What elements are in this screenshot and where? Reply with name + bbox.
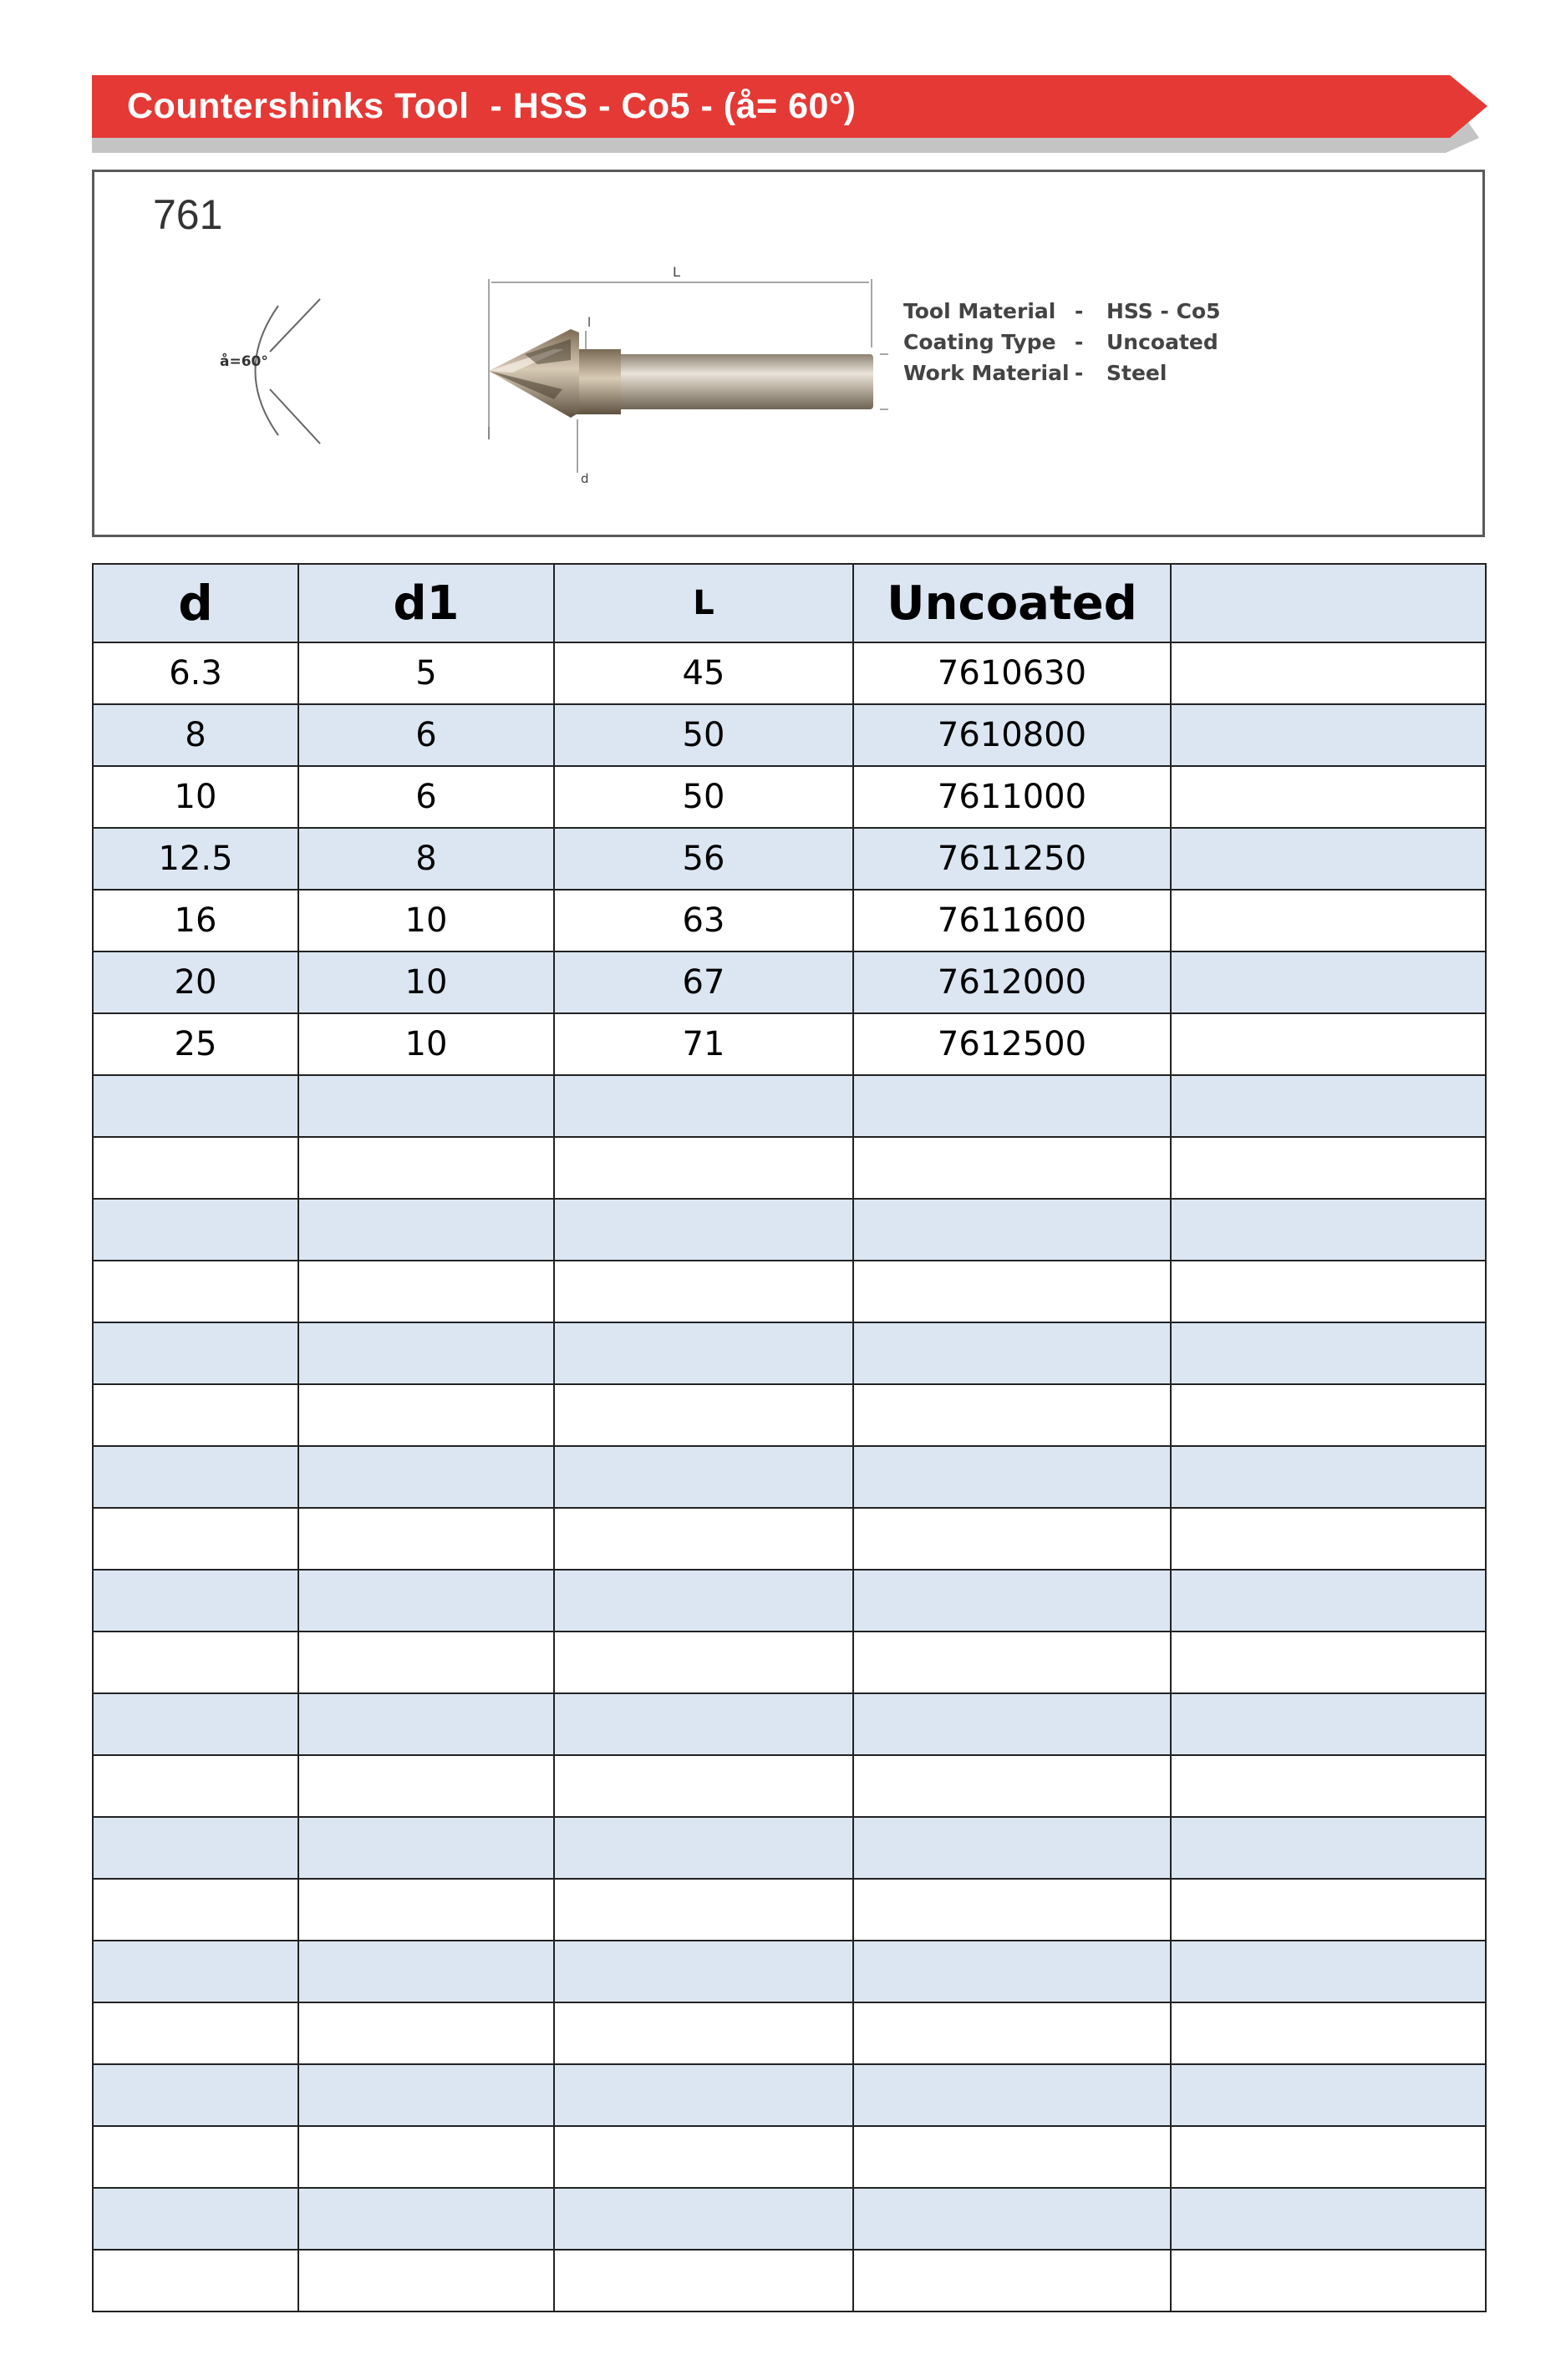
table-cell (554, 1631, 853, 1693)
table-cell (853, 1075, 1171, 1137)
table-row (93, 2126, 1486, 2188)
table-cell: 25 (93, 1013, 298, 1075)
table-cell (93, 1508, 298, 1570)
table-cell: 5 (298, 642, 554, 704)
table-cell (298, 1879, 554, 1941)
table-cell (93, 1755, 298, 1817)
header-empty (1171, 564, 1486, 642)
table-cell (1171, 1693, 1486, 1755)
table-cell (298, 1941, 554, 2002)
table-row (93, 1137, 1486, 1199)
table-cell (554, 1261, 853, 1322)
table-cell (93, 2126, 298, 2188)
table-cell (298, 1755, 554, 1817)
table-cell (554, 1075, 853, 1137)
table-row (93, 951, 1486, 1013)
table-cell: 71 (554, 1013, 853, 1075)
header-d: d (93, 564, 298, 642)
table-cell (1171, 1446, 1486, 1508)
table-cell (298, 1817, 554, 1879)
table-cell (298, 1570, 554, 1631)
table-row (93, 2002, 1486, 2064)
table-row (93, 1384, 1486, 1446)
table-cell (93, 1570, 298, 1631)
table-cell (853, 2188, 1171, 2250)
table-cell (93, 2250, 298, 2311)
dimension-l-label: l (587, 315, 592, 330)
table-cell: 10 (298, 951, 554, 1013)
table-cell (1171, 642, 1486, 704)
table-cell (1171, 951, 1486, 1013)
table-cell (298, 2002, 554, 2064)
table-cell (1171, 1075, 1486, 1137)
table-row (93, 890, 1486, 951)
table-cell: 10 (298, 890, 554, 951)
table-cell (1171, 1013, 1486, 1075)
table-body (93, 642, 1486, 2311)
table-cell (93, 1941, 298, 2002)
table-cell (298, 1261, 554, 1322)
table-cell (554, 2126, 853, 2188)
table-row (93, 1631, 1486, 1693)
table-cell (1171, 2002, 1486, 2064)
table-cell (853, 2002, 1171, 2064)
table-row (93, 2188, 1486, 2250)
table-cell: 6 (298, 704, 554, 766)
table-cell (853, 1199, 1171, 1261)
table-cell (1171, 1941, 1486, 2002)
table-row (93, 1199, 1486, 1261)
table-cell (853, 1384, 1171, 1446)
table-cell (1171, 1570, 1486, 1631)
table-cell (298, 1199, 554, 1261)
table-cell (1171, 2250, 1486, 2311)
table-cell (554, 2188, 853, 2250)
table-row (93, 1879, 1486, 1941)
table-cell: 63 (554, 890, 853, 951)
table-cell: 7612500 (853, 1013, 1171, 1075)
table-cell (298, 2250, 554, 2311)
table-cell (1171, 704, 1486, 766)
header-d1: d1 (298, 564, 554, 642)
table-cell: 7611600 (853, 890, 1171, 951)
table-row (93, 1941, 1486, 2002)
table-cell (93, 2064, 298, 2126)
table-cell (554, 2002, 853, 2064)
table-cell: 56 (554, 828, 853, 890)
spec-work-material: Work Material - Steel (903, 361, 1167, 385)
table-cell (1171, 2064, 1486, 2126)
table-cell (554, 1446, 853, 1508)
table-cell (554, 1879, 853, 1941)
table-cell: 16 (93, 890, 298, 951)
table-cell: 12.5 (93, 828, 298, 890)
header-uncoated: Uncoated (853, 564, 1171, 642)
table-cell (1171, 1879, 1486, 1941)
table-cell (93, 1446, 298, 1508)
table-cell (554, 1199, 853, 1261)
table-cell: 7611250 (853, 828, 1171, 890)
table-cell: 10 (93, 766, 298, 828)
table-cell (298, 2126, 554, 2188)
table-cell (853, 2250, 1171, 2311)
table-cell (1171, 1508, 1486, 1570)
table-cell (1171, 766, 1486, 828)
table-row (93, 1322, 1486, 1384)
table-cell (93, 1879, 298, 1941)
table-cell: 10 (298, 1013, 554, 1075)
table-cell (298, 1508, 554, 1570)
product-info-box (92, 170, 1485, 537)
table-cell (554, 1817, 853, 1879)
table-cell: 67 (554, 951, 853, 1013)
table-cell (1171, 1261, 1486, 1322)
table-cell (853, 1570, 1171, 1631)
header-L: L (554, 564, 853, 642)
table-cell (853, 1941, 1171, 2002)
table-cell (853, 1508, 1171, 1570)
table-cell (93, 1693, 298, 1755)
table-cell: 6.3 (93, 642, 298, 704)
table-cell (1171, 1631, 1486, 1693)
table-cell (93, 1631, 298, 1693)
table-cell (554, 1508, 853, 1570)
table-cell (298, 2064, 554, 2126)
dimensions-table (92, 563, 1487, 2312)
table-row (93, 828, 1486, 890)
table-cell (1171, 2126, 1486, 2188)
table-row (93, 1570, 1486, 1631)
table-cell: 50 (554, 766, 853, 828)
table-cell (853, 1446, 1171, 1508)
table-cell (298, 1137, 554, 1199)
table-cell (554, 2064, 853, 2126)
tool-specs (903, 296, 1221, 388)
table-cell (298, 1446, 554, 1508)
table-cell: 7610800 (853, 704, 1171, 766)
table-cell (853, 1322, 1171, 1384)
table-cell (853, 2126, 1171, 2188)
table-cell (1171, 890, 1486, 951)
table-cell (853, 1817, 1171, 1879)
table-cell (93, 1261, 298, 1322)
table-cell: 50 (554, 704, 853, 766)
table-row (93, 1013, 1486, 1075)
table-cell (1171, 1755, 1486, 1817)
table-row (93, 704, 1486, 766)
spec-coating-type: Coating Type - Uncoated (903, 330, 1218, 354)
table-cell: 7612000 (853, 951, 1171, 1013)
table-cell (93, 1199, 298, 1261)
table-cell: 8 (298, 828, 554, 890)
page-title: Countershinks Tool - HSS - Co5 - (å= 60°) (127, 86, 857, 126)
table-cell (853, 2064, 1171, 2126)
table-row (93, 1693, 1486, 1755)
table-cell (298, 1384, 554, 1446)
table-cell (93, 1322, 298, 1384)
table-cell: 45 (554, 642, 853, 704)
table-cell (853, 1693, 1171, 1755)
table-row (93, 1075, 1486, 1137)
table-cell (853, 1755, 1171, 1817)
table-cell: 7611000 (853, 766, 1171, 828)
table-cell (93, 1384, 298, 1446)
dimension-L-label: L (673, 264, 680, 280)
table-row (93, 2064, 1486, 2126)
table-cell (1171, 1817, 1486, 1879)
table-row (93, 642, 1486, 704)
table-cell (853, 1261, 1171, 1322)
table-row (93, 1755, 1486, 1817)
model-number: 761 (153, 191, 223, 238)
table-cell (93, 2002, 298, 2064)
table-cell (298, 1693, 554, 1755)
table-cell (554, 1322, 853, 1384)
table-cell: 8 (93, 704, 298, 766)
table-cell (1171, 1199, 1486, 1261)
table-cell (554, 1137, 853, 1199)
table-cell (554, 1693, 853, 1755)
table-cell (1171, 1137, 1486, 1199)
table-cell: 20 (93, 951, 298, 1013)
table-cell (554, 1755, 853, 1817)
table-cell (554, 1384, 853, 1446)
table-cell (554, 1570, 853, 1631)
table-cell (554, 2250, 853, 2311)
table-cell (853, 1631, 1171, 1693)
table-row (93, 766, 1486, 828)
table-cell (853, 1879, 1171, 1941)
table-row (93, 1508, 1486, 1570)
table-cell (1171, 2188, 1486, 2250)
table-cell (93, 1137, 298, 1199)
table-cell (298, 1631, 554, 1693)
table-cell (1171, 1384, 1486, 1446)
table-row (93, 1261, 1486, 1322)
table-header-row (93, 564, 1486, 642)
table-cell (298, 2188, 554, 2250)
table-cell (93, 2188, 298, 2250)
table-cell (298, 1075, 554, 1137)
table-row (93, 1817, 1486, 1879)
table-cell (554, 1941, 853, 2002)
table-cell (93, 1075, 298, 1137)
table-cell: 6 (298, 766, 554, 828)
table-cell: 7610630 (853, 642, 1171, 704)
angle-label: å=60° (220, 353, 268, 370)
table-cell (1171, 1322, 1486, 1384)
table-cell (93, 1817, 298, 1879)
dimension-d-label: d (581, 471, 589, 486)
table-cell (853, 1137, 1171, 1199)
countersink-tool-drawing (220, 256, 888, 523)
table-row (93, 2250, 1486, 2311)
title-banner (92, 71, 1487, 155)
table-row (93, 1446, 1486, 1508)
spec-tool-material: Tool Material - HSS - Co5 (903, 299, 1221, 323)
table-cell (1171, 828, 1486, 890)
table-cell (298, 1322, 554, 1384)
